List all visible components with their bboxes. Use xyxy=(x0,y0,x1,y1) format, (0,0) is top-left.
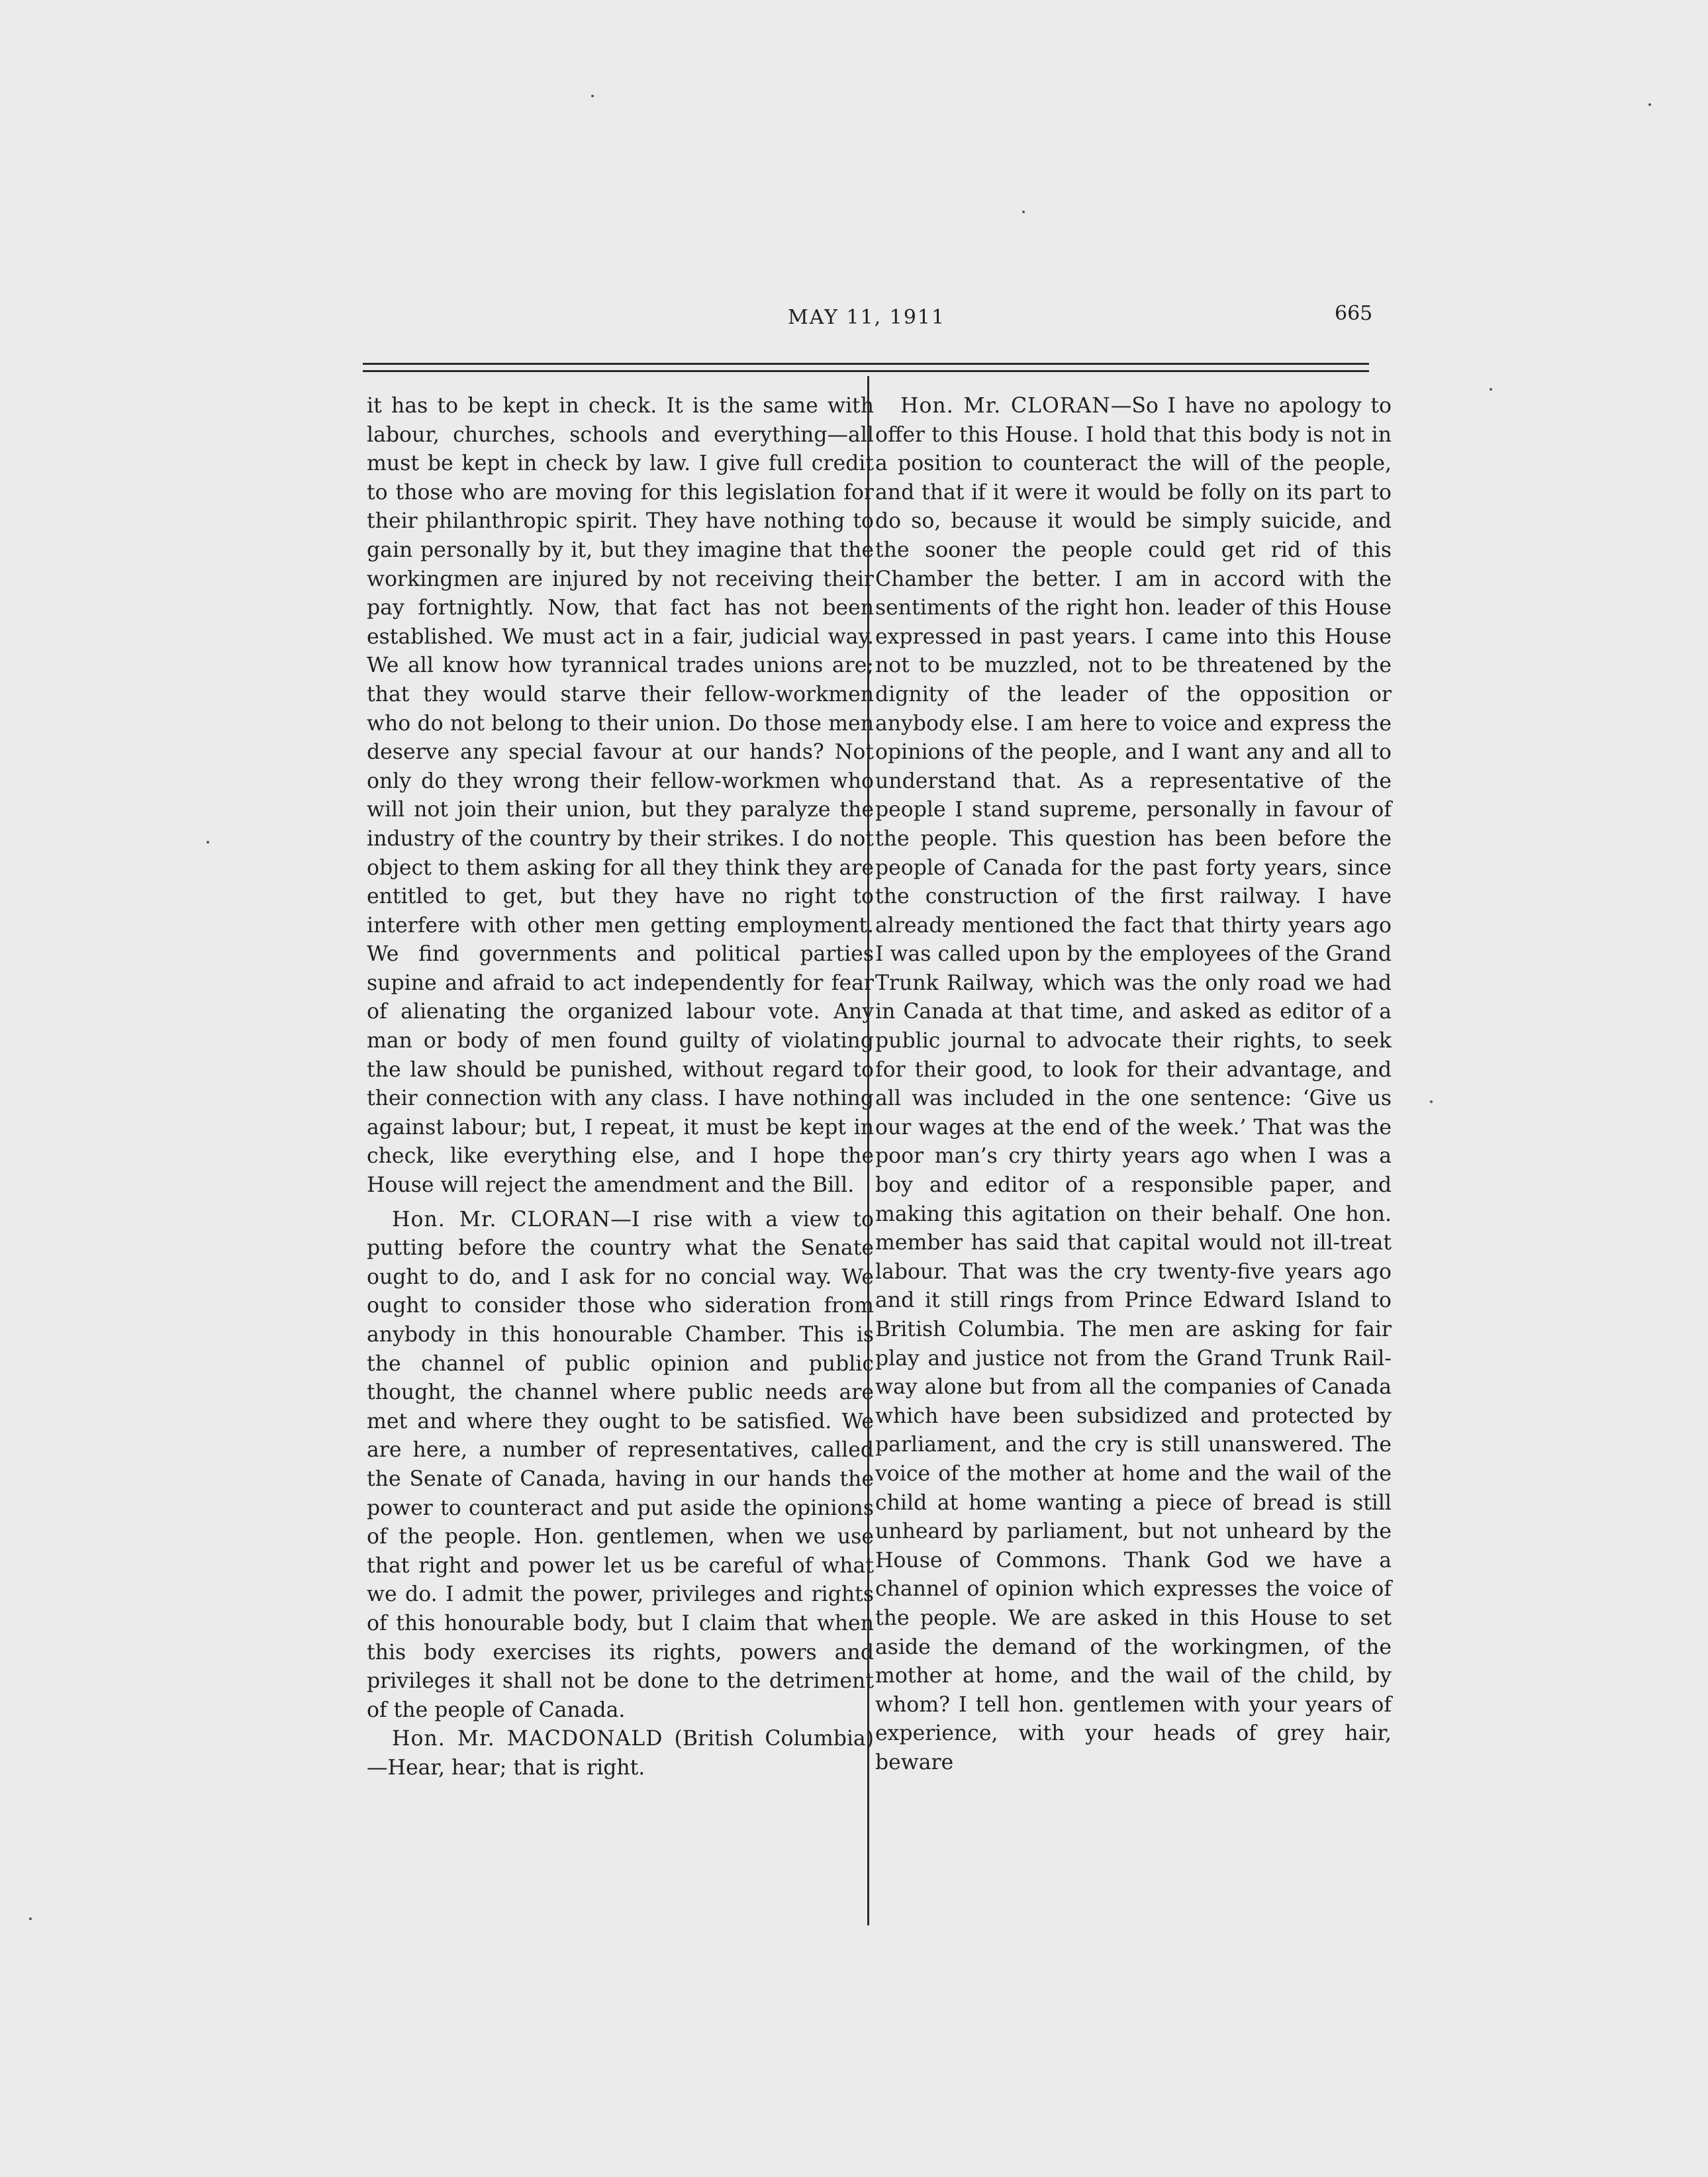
speech-text: (British Columbia)—Hear, hear; that is right. xyxy=(367,1727,874,1780)
right-column xyxy=(875,392,1392,1778)
page-date: MAY 11, 1911 xyxy=(788,306,946,329)
scan-speck xyxy=(207,841,209,844)
speaker-name: Hon. Mr. CLORAN xyxy=(900,394,1111,418)
page-number: 665 xyxy=(1335,302,1373,325)
speech-text: —I rise with a view to putting before the country what the Senate ought to do, and I ask for no concial way. We ought to consider those who sideration from anybody in this honourable Chamber. This is the channel of public opinion and public thought, the channel where public needs are met and where they ought to be satisfied. We are here, a number of representatives, called the Senate of Canada, having in our hands the power to counteract and put aside the opinions of the people. Hon. gentlemen, when we use that right and power let us be careful of what we do. I admit the power, privileges and rights of this honourable body, but I claim that when this body exercises its rights, powers and privileges it shall not be done to the detriment of the people of Canada. xyxy=(367,1207,875,1722)
header-rule-top xyxy=(363,363,1369,365)
scan-speck xyxy=(591,95,594,97)
right-paragraph-1 xyxy=(875,392,1392,1778)
scan-speck xyxy=(1490,388,1492,391)
scan-speck xyxy=(29,1917,32,1920)
scan-speck xyxy=(1430,1100,1433,1103)
scan-speck xyxy=(1022,211,1025,213)
left-paragraph-1: it has to be kept in check. It is the same with labour, churches, schools and everything—all must be kept in check by law. I give full credit to those who are moving for this legislation for their philanthropic spirit. They have nothing to gain personally by it, but they imagine that the workingmen are injured by not receiving their pay fortnightly. Now, that fact has not been established. We must act in a fair, judicial way. We all know how tyrannical trades unions are; that they would starve their fellow-workmen who do not belong to their union. Do those men deserve any special favour at our hands? Not only do they wrong their fellow-workmen who will not join their union, but they paralyze the industry of the country by their strikes. I do not object to them asking for all they think they are entitled to get, but they have no right to interfere with other men getting employment. We find governments and political parties supine and afraid to act independently for fear of alienating the organized labour vote. Any man or body of men found guilty of violating the law should be punished, without regard to their connection with any class. I have nothing against labour; but, I repeat, it must be kept in check, like everything else, and I hope the House will reject the amendment and the Bill. xyxy=(367,394,874,1198)
left-column xyxy=(367,392,874,1783)
header-rule-bottom xyxy=(363,370,1369,372)
speaker-name: Hon. Mr. CLORAN xyxy=(392,1207,611,1232)
scan-speck xyxy=(1648,103,1651,106)
left-paragraph-2 xyxy=(367,1206,874,1725)
left-paragraph-3 xyxy=(367,1725,874,1782)
speaker-name: Hon. Mr. MACDONALD xyxy=(392,1727,663,1751)
speech-text: —So I have no apology to offer to this House. I hold that this body is not in a position to counteract the will of the people, and that if it were it would be folly on its part to do so, because it would be simply suicide, and the sooner the people could get rid of this Chamber the better. I am in accord with the sentiments of the right hon. leader of this House expressed in past years. I came into this House not to be muzzled, not to be threatened by the dignity of the leader of the opposition or anybody else. I am here to voice and express the opinions of the people, and I want any and all to understand that. As a representative of the people I stand supreme, personally in favour of the people. This question has been before the people of Canada for the past forty years, since the construction of the first railway. I have already mentioned the fact that thirty years ago I was called upon by the employees of the Grand Trunk Railway, which was the only road we had in Canada at that time, and asked as editor of a public journal to advocate their rights, to seek for their good, to look for their advantage, and all was included in the one sentence: ‘Give us our wages at the end of the week.’ That was the poor man’s cry thirty years ago when I was a boy and editor of a responsible paper, and making this agitation on their behalf. One hon. member has said that capital would not ill-treat labour. That was the cry twenty-five years ago and it still rings from Prince Edward Island to British Columbia. The men are asking for fair play and justice not from the Grand Trunk Railway alone but from all the companies of Canada which have been subsidized and protected by parliament, and the cry is still unanswered. The voice of the mother at home and the wail of the child at home wanting a piece of bread is still unheard by parliament, but not unheard by the House of Commons. Thank God we have a channel of opinion which expresses the voice of the people. We are asked in this House to set aside the demand of the workingmen, of the mother at home, and the wail of the child, by whom? I tell hon. gentlemen with your years of experience, with your heads of grey hair, beware xyxy=(875,394,1392,1774)
